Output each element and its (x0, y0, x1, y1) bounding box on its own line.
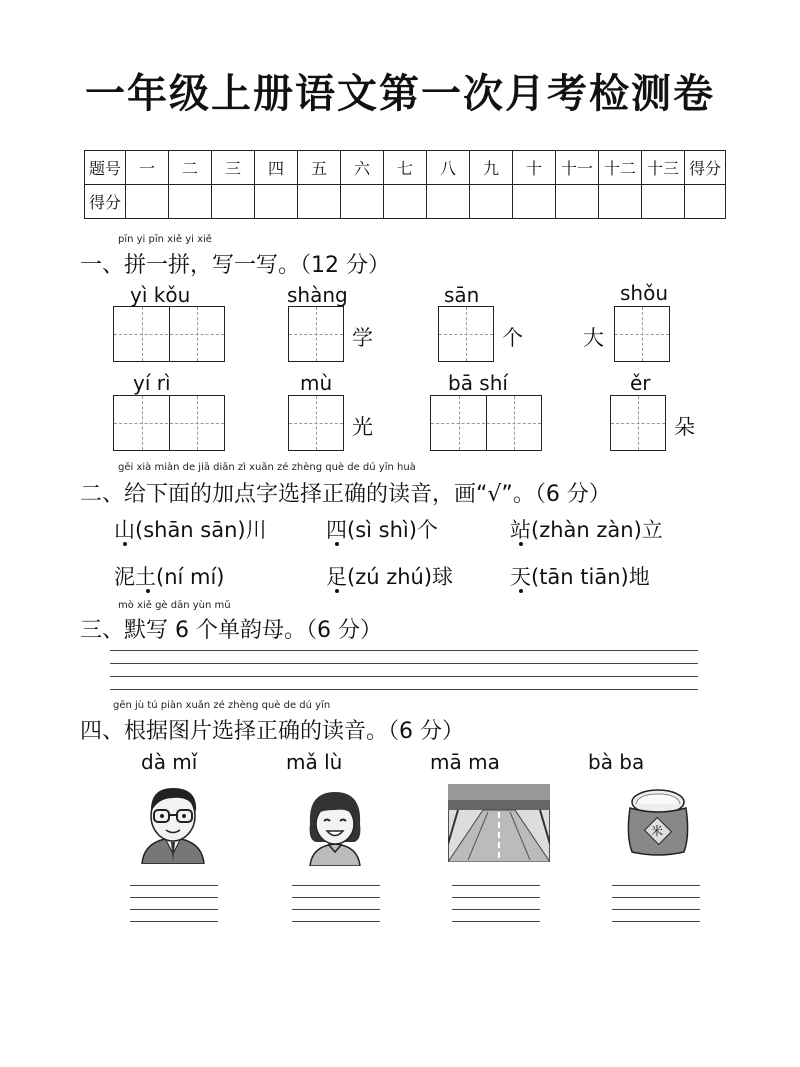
picture-answer-line[interactable] (292, 921, 380, 922)
picture-answer-line[interactable] (612, 909, 700, 910)
score-cell[interactable] (685, 185, 726, 219)
s1-char-2: 学 (352, 326, 373, 350)
s1-pinyin-2: shàng (287, 283, 348, 307)
writing-grid-2[interactable] (288, 306, 344, 362)
writing-grid-1[interactable] (113, 306, 225, 362)
answer-line[interactable] (110, 663, 698, 664)
picture-answer-line[interactable] (292, 897, 380, 898)
reading-option-2[interactable]: 四(sì shì)个 (326, 518, 438, 542)
score-cell[interactable] (341, 185, 384, 219)
emphasis-dot (335, 589, 339, 593)
s1-pinyin-3: sān (444, 283, 480, 307)
score-cell[interactable] (169, 185, 212, 219)
score-header-score: 得分 (85, 185, 126, 219)
s1-pinyin-1: yì kǒu (130, 283, 191, 307)
choice-4[interactable]: bà ba (588, 750, 645, 774)
writing-grid-4[interactable] (614, 306, 670, 362)
s1-pinyin-5: yí rì (133, 371, 171, 395)
score-col: 十一 (556, 151, 599, 185)
picture-answer-line[interactable] (130, 921, 218, 922)
choice-3[interactable]: mā ma (430, 750, 500, 774)
score-col: 二 (169, 151, 212, 185)
picture-answer-line[interactable] (612, 897, 700, 898)
section3-pinyin: mò xiě gè dān yùn mǔ (118, 600, 231, 611)
section4-heading: 四、根据图片选择正确的读音。（6 分） (80, 719, 464, 744)
score-col: 五 (298, 151, 341, 185)
s1-pinyin-4: shǒu (620, 281, 669, 305)
road-picture (448, 784, 550, 862)
picture-answer-line[interactable] (452, 909, 540, 910)
score-cell[interactable] (556, 185, 599, 219)
reading-option-3[interactable]: 站(zhàn zàn)立 (510, 518, 663, 542)
emphasis-dot (519, 542, 523, 546)
emphasis-dot (519, 589, 523, 593)
choice-1[interactable]: dà mǐ (141, 750, 198, 774)
s1-char-8: 朵 (674, 415, 695, 439)
picture-answer-line[interactable] (130, 897, 218, 898)
score-table-row-score (85, 185, 726, 219)
score-cell[interactable] (599, 185, 642, 219)
score-cell[interactable] (298, 185, 341, 219)
score-col: 十三 (642, 151, 685, 185)
score-cell[interactable] (126, 185, 169, 219)
page-title: 一年级上册语文第一次月考检测卷 (85, 71, 715, 117)
score-cell[interactable] (212, 185, 255, 219)
score-col: 十 (513, 151, 556, 185)
score-cell[interactable] (255, 185, 298, 219)
writing-grid-7[interactable] (430, 395, 542, 451)
s1-pinyin-8: ěr (630, 371, 651, 395)
s1-char-6: 光 (352, 415, 373, 439)
answer-line[interactable] (110, 689, 698, 690)
score-col: 九 (470, 151, 513, 185)
score-table-row-number (85, 151, 726, 185)
score-cell[interactable] (513, 185, 556, 219)
picture-answer-line[interactable] (292, 885, 380, 886)
writing-grid-8[interactable] (610, 395, 666, 451)
score-col: 十二 (599, 151, 642, 185)
section2-pinyin: gěi xià miàn de jiā diǎn zì xuǎn zé zhèng què de dú yīn huà (118, 462, 416, 473)
picture-answer-line[interactable] (292, 909, 380, 910)
picture-answer-line[interactable] (452, 921, 540, 922)
writing-grid-3[interactable] (438, 306, 494, 362)
s1-char-3: 个 (502, 326, 523, 350)
score-cell[interactable] (470, 185, 513, 219)
emphasis-dot (146, 589, 150, 593)
boy-picture (136, 782, 210, 864)
s1-pinyin-7: bā shí (448, 371, 508, 395)
score-cell[interactable] (427, 185, 470, 219)
reading-option-6[interactable]: 天(tān tiān)地 (510, 565, 650, 589)
score-col: 六 (341, 151, 384, 185)
score-table (84, 150, 726, 219)
reading-option-5[interactable]: 足(zú zhú)球 (326, 565, 454, 589)
score-col: 三 (212, 151, 255, 185)
answer-line[interactable] (110, 650, 698, 651)
section1-heading: 一、拼一拼，写一写。（12 分） (80, 253, 390, 278)
score-cell[interactable] (384, 185, 427, 219)
section4-pinyin: gēn jù tú piàn xuǎn zé zhèng què de dú yīn (113, 700, 331, 711)
s1-char-4: 大 (583, 326, 604, 350)
section1-pinyin: pīn yi pīn xiě yi xiě (118, 234, 212, 245)
picture-answer-line[interactable] (612, 885, 700, 886)
writing-grid-6[interactable] (288, 395, 344, 451)
score-col: 一 (126, 151, 169, 185)
rice-sack-picture (622, 786, 694, 856)
section3-heading: 三、默写 6 个单韵母。（6 分） (80, 618, 382, 643)
score-cell[interactable] (642, 185, 685, 219)
picture-answer-line[interactable] (452, 885, 540, 886)
score-col: 四 (255, 151, 298, 185)
picture-answer-line[interactable] (130, 885, 218, 886)
writing-grid-5[interactable] (113, 395, 225, 451)
score-header-number: 题号 (85, 151, 126, 185)
emphasis-dot (335, 542, 339, 546)
score-col: 七 (384, 151, 427, 185)
score-col: 八 (427, 151, 470, 185)
girl-picture (300, 786, 370, 866)
answer-line[interactable] (110, 676, 698, 677)
section2-heading: 二、给下面的加点字选择正确的读音，画“√”。（6 分） (80, 482, 611, 507)
picture-answer-line[interactable] (130, 909, 218, 910)
picture-answer-line[interactable] (452, 897, 540, 898)
rice-label: 米 (651, 824, 664, 838)
reading-option-1[interactable]: 山(shān sān)川 (114, 518, 267, 542)
reading-option-4[interactable]: 泥土(ní mí) (114, 565, 225, 589)
emphasis-dot (123, 542, 127, 546)
choice-2[interactable]: mǎ lù (286, 750, 343, 774)
score-col-total: 得分 (685, 151, 726, 185)
s1-pinyin-6: mù (300, 371, 333, 395)
picture-answer-line[interactable] (612, 921, 700, 922)
